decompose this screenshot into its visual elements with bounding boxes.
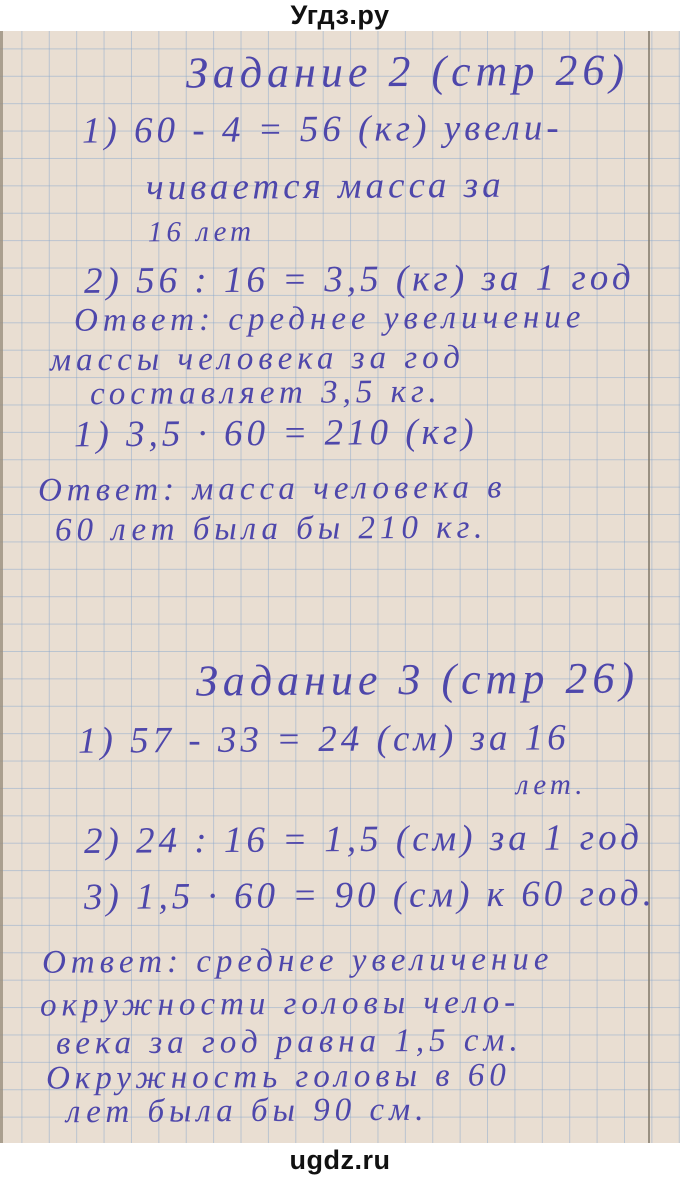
handwritten-line: лет. bbox=[515, 768, 587, 802]
notebook-paper bbox=[0, 31, 680, 1143]
site-footer bbox=[0, 1143, 680, 1177]
handwritten-line: Ответ: среднее увеличение bbox=[73, 299, 586, 339]
handwritten-line: лет была бы 90 см. bbox=[65, 1091, 429, 1131]
task3-title: Задание 3 (стр 26) bbox=[195, 653, 640, 706]
handwritten-line: 1) 57 - 33 = 24 (см) за 16 bbox=[77, 717, 570, 762]
handwritten-line: 60 лет была бы 210 кг. bbox=[54, 509, 488, 549]
handwritten-line: окружности головы чело- bbox=[39, 984, 521, 1024]
handwritten-line: Ответ: масса человека в bbox=[37, 469, 507, 509]
handwritten-line: Ответ: среднее увеличение bbox=[41, 941, 554, 981]
handwritten-line: массы человека за год bbox=[49, 339, 466, 379]
handwritten-line: 2) 56 : 16 = 3,5 (кг) за 1 год bbox=[83, 257, 635, 302]
site-header bbox=[0, 0, 680, 31]
handwritten-line: Окружность головы в 60 bbox=[45, 1057, 511, 1097]
handwritten-line: составляет 3,5 кг. bbox=[89, 373, 442, 413]
handwritten-line: 2) 24 : 16 = 1,5 (см) за 1 год bbox=[83, 817, 644, 862]
handwritten-line: 16 лет bbox=[147, 215, 256, 249]
task2-title: Задание 2 (стр 26) bbox=[185, 45, 630, 98]
handwritten-line: века за год равна 1,5 см. bbox=[55, 1022, 523, 1062]
page-left-edge bbox=[0, 31, 3, 1143]
handwritten-line: чивается масса за bbox=[145, 164, 505, 209]
handwritten-line: 1) 3,5 · 60 = 210 (кг) bbox=[73, 411, 478, 456]
handwritten-line: 1) 60 - 4 = 56 (кг) увели- bbox=[81, 107, 563, 152]
handwritten-line: 3) 1,5 · 60 = 90 (см) к 60 год. bbox=[83, 873, 657, 918]
site-watermark-top: Угдз.ру bbox=[290, 0, 390, 30]
notebook-margin-line bbox=[648, 31, 650, 1143]
site-watermark-bottom: ugdz.ru bbox=[289, 1144, 391, 1175]
